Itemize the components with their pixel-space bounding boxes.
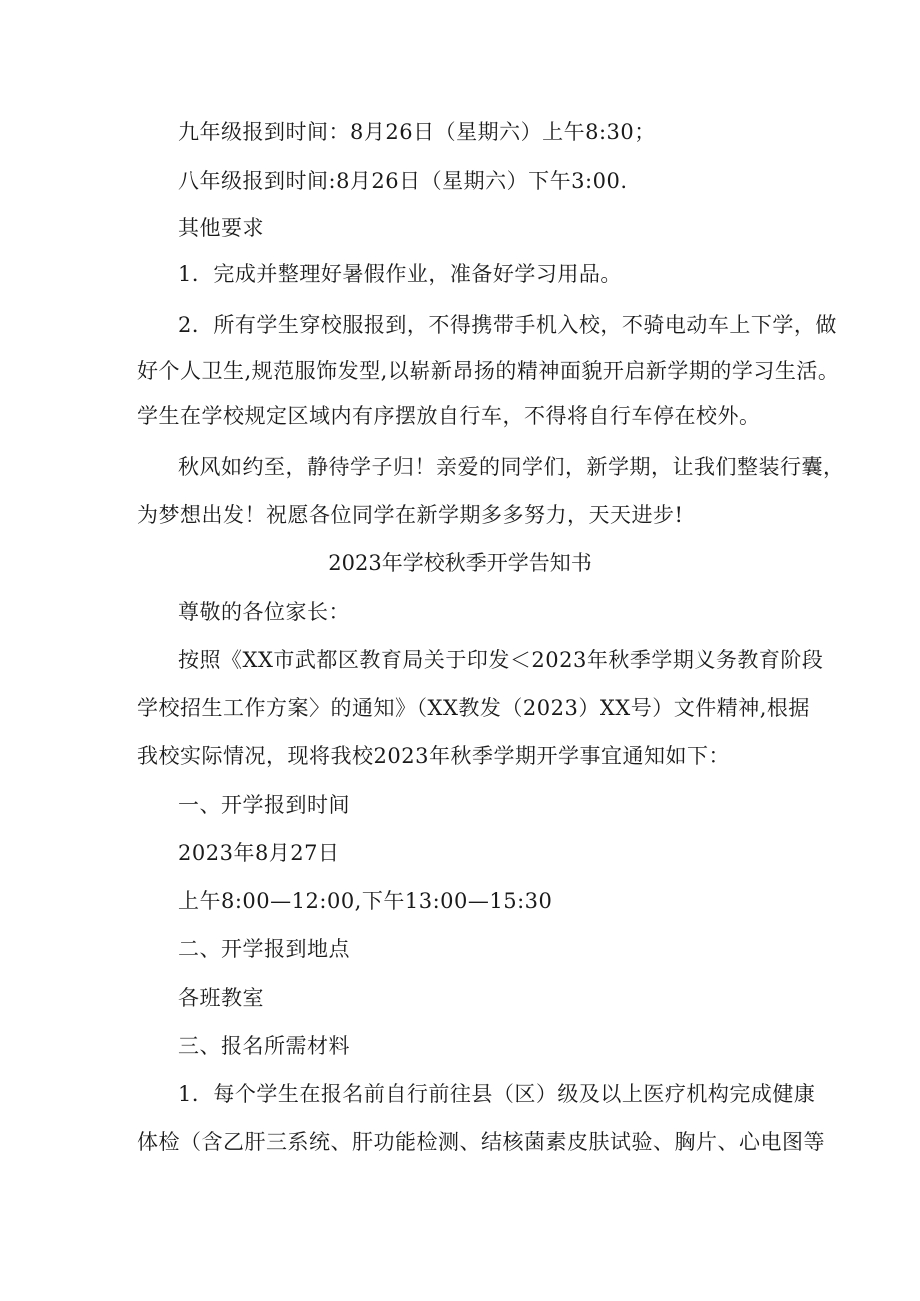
text-line: 1．完成并整理好暑假作业，准备好学习用品。 [178, 262, 622, 286]
text-line: 上午8:00—12:00,下午13:00—15:30 [178, 889, 553, 913]
section-heading: 二、开学报到地点 [178, 937, 350, 961]
text-line: 秋风如约至，静待学子归！亲爱的同学们，新学期，让我们整装行囊， [178, 455, 845, 479]
section-heading: 一、开学报到时间 [178, 793, 350, 817]
document-title: 2023年学校秋季开学告知书 [328, 551, 592, 575]
section-heading: 其他要求 [178, 216, 264, 240]
text-line: 我校实际情况，现将我校2023年秋季学期开学事宜通知如下： [137, 744, 730, 768]
text-line: 为梦想出发！祝愿各位同学在新学期多多努力，天天进步! [137, 503, 684, 527]
text-line: 八年级报到时间:8月26日（星期六）下午3:00. [178, 169, 628, 193]
salutation: 尊敬的各位家长： [178, 600, 350, 624]
section-heading: 三、报名所需材料 [178, 1034, 350, 1058]
text-line: 按照《XX市武都区教育局关于印发＜2023年秋季学期义务教育阶段 [178, 648, 824, 672]
text-line: 好个人卫生,规范服饰发型,以崭新昂扬的精神面貌开启新学期的学习生活。 [137, 359, 840, 383]
text-line: 各班教室 [178, 986, 264, 1010]
text-line: 1．每个学生在报名前自行前往县（区）级及以上医疗机构完成健康 [178, 1082, 816, 1106]
text-line: 2．所有学生穿校服报到，不得携带手机入校，不骑电动车上下学，做 [178, 313, 837, 337]
text-line: 2023年8月27日 [178, 841, 340, 865]
text-line: 学校招生工作方案〉的通知》（XX教发（2023）XX号）文件精神,根据 [137, 696, 810, 720]
text-line: 体检（含乙肝三系统、肝功能检测、结核菌素皮肤试验、胸片、心电图等 [137, 1130, 825, 1154]
text-line: 学生在学校规定区域内有序摆放自行车，不得将自行车停在校外。 [137, 404, 761, 428]
text-line: 九年级报到时间：8月26日（星期六）上午8:30； [178, 120, 656, 144]
